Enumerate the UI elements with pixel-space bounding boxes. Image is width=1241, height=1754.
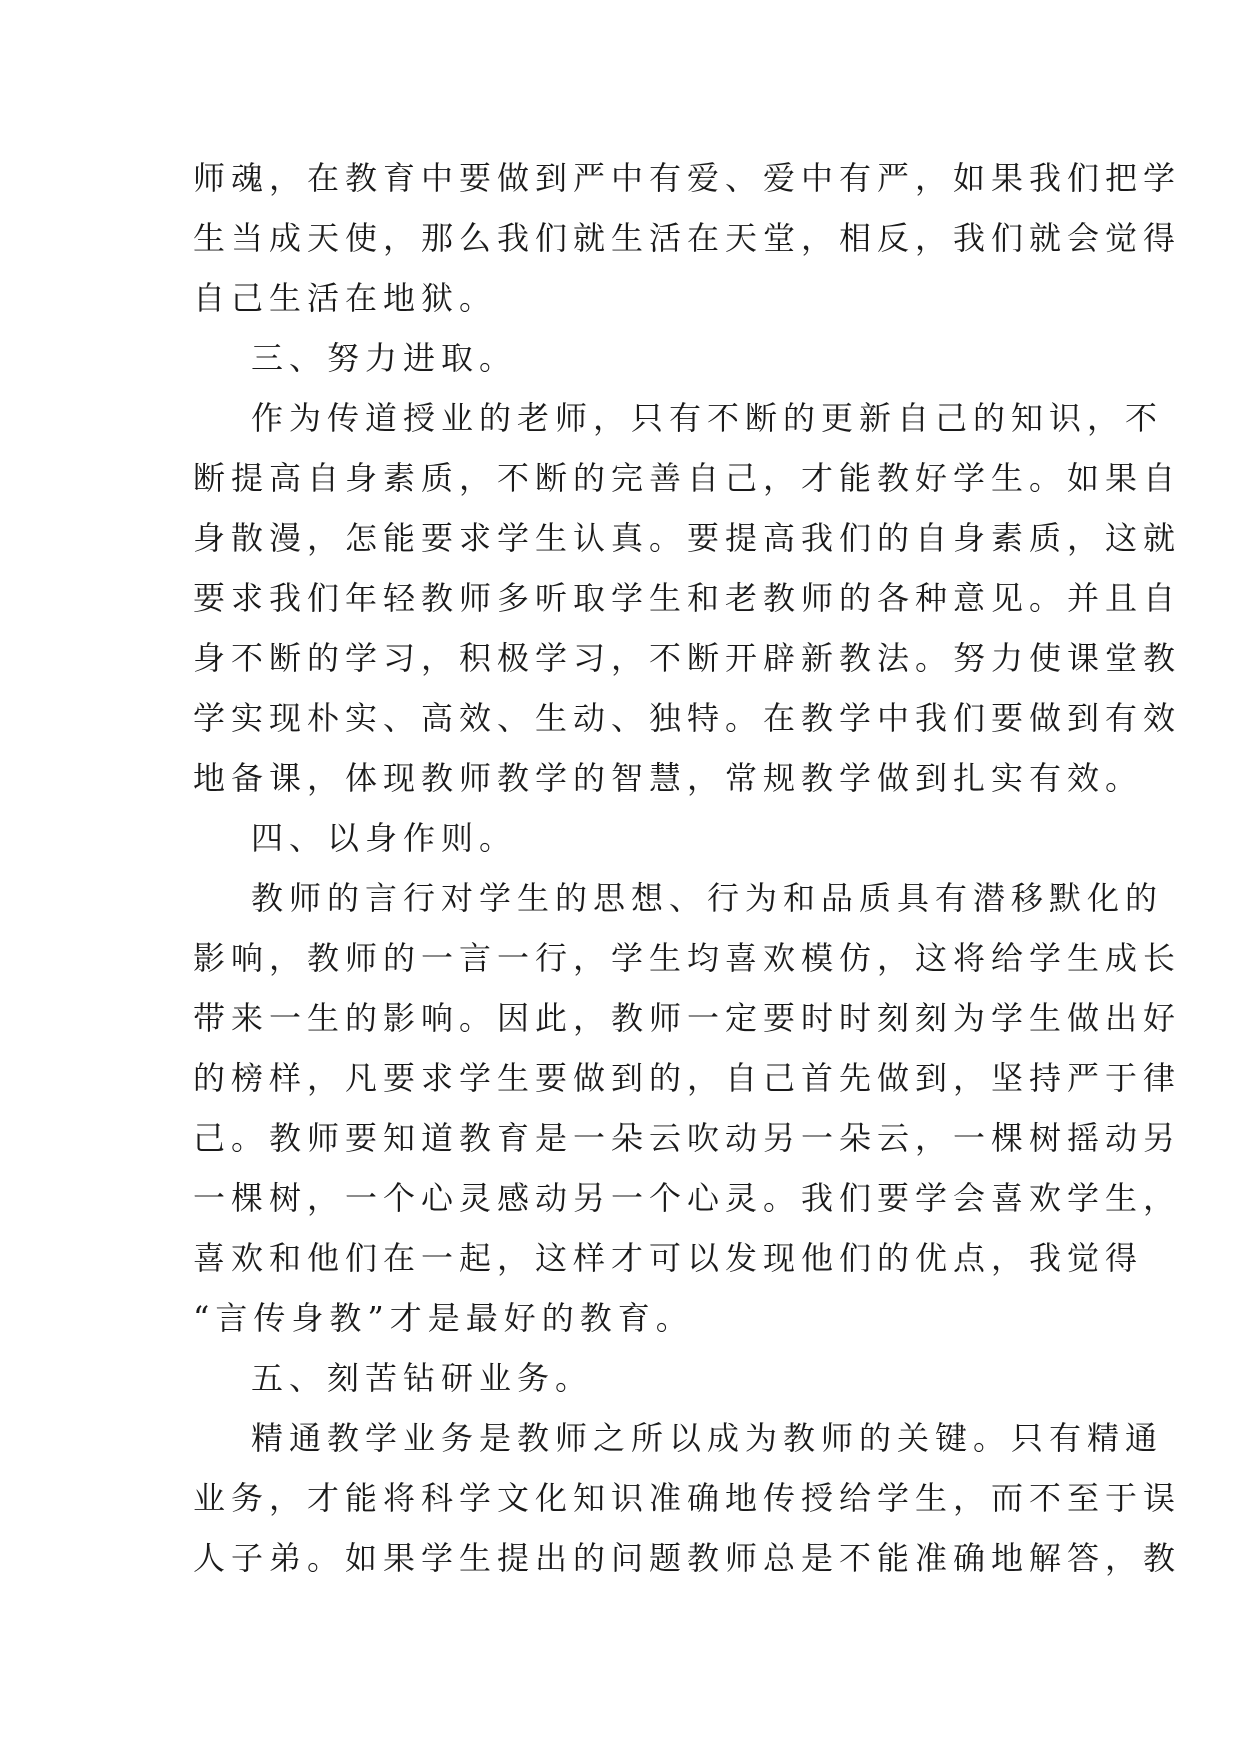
text-line: 要求我们年轻教师多听取学生和老教师的各种意见。并且自 (193, 579, 1182, 617)
text-line: 作为传道授业的老师，只有不断的更新自己的知识，不 (251, 399, 1164, 437)
text-line: 师魂，在教育中要做到严中有爱、爱中有严，如果我们把学 (193, 159, 1182, 197)
text-line: 断提高自身素质，不断的完善自己，才能教好学生。如果自 (193, 459, 1182, 497)
text-line: 身散漫，怎能要求学生认真。要提高我们的自身素质，这就 (193, 519, 1182, 557)
text-line: 一棵树，一个心灵感动另一个心灵。我们要学会喜欢学生， (193, 1179, 1182, 1217)
text-line: 身不断的学习，积极学习，不断开辟新教法。努力使课堂教 (193, 639, 1182, 677)
text-line: 学实现朴实、高效、生动、独特。在教学中我们要做到有效 (193, 699, 1182, 737)
text-line: 业务，才能将科学文化知识准确地传授给学生，而不至于误 (193, 1479, 1182, 1517)
text-line: 影响，教师的一言一行，学生均喜欢模仿，这将给学生成长 (193, 939, 1182, 977)
section-heading-4: 四、以身作则。 (251, 819, 518, 857)
text-line: 人子弟。如果学生提出的问题教师总是不能准确地解答，教 (193, 1539, 1182, 1577)
text-line: 教师的言行对学生的思想、行为和品质具有潜移默化的 (251, 879, 1164, 917)
section-heading-3: 三、努力进取。 (251, 339, 518, 377)
section-heading-5: 五、刻苦钻研业务。 (251, 1359, 594, 1397)
text-line: 己。教师要知道教育是一朵云吹动另一朵云，一棵树摇动另 (193, 1119, 1182, 1157)
text-line: 地备课，体现教师教学的智慧，常规教学做到扎实有效。 (193, 759, 1144, 797)
text-line: 精通教学业务是教师之所以成为教师的关键。只有精通 (251, 1419, 1164, 1457)
text-line: “言传身教”才是最好的教育。 (193, 1299, 694, 1337)
text-line: 喜欢和他们在一起，这样才可以发现他们的优点，我觉得 (193, 1239, 1144, 1277)
text-line: 生当成天使，那么我们就生活在天堂，相反，我们就会觉得 (193, 219, 1182, 257)
text-line: 的榜样，凡要求学生要做到的，自己首先做到，坚持严于律 (193, 1059, 1182, 1097)
text-line: 自己生活在地狱。 (193, 279, 498, 317)
text-line: 带来一生的影响。因此，教师一定要时时刻刻为学生做出好 (193, 999, 1182, 1037)
